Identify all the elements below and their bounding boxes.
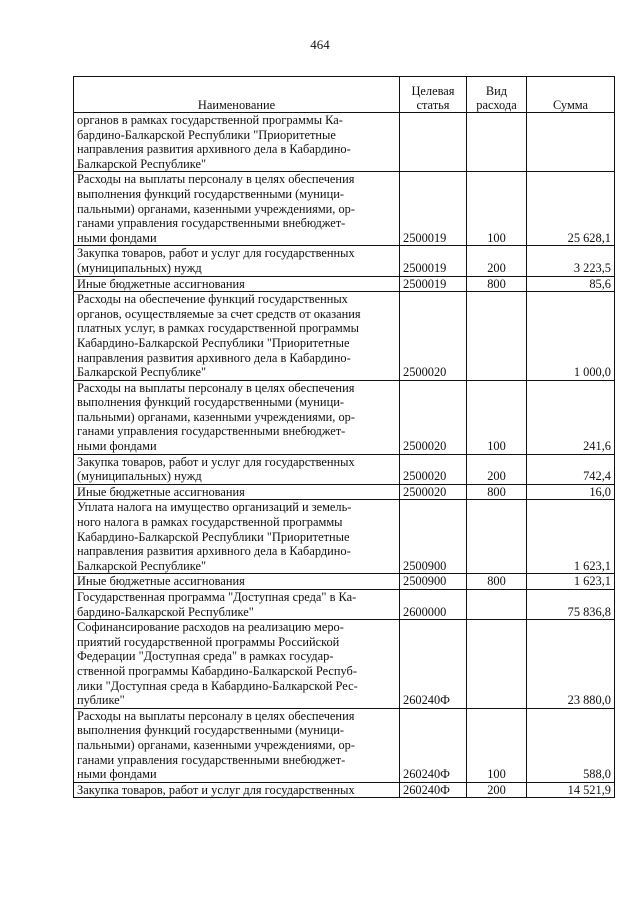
header-type: Вид расхода [467, 77, 527, 113]
row-target: 260240Ф [400, 708, 467, 782]
row-name: Закупка товаров, работ и услуг для государственных (муниципальных) нужд [74, 246, 400, 276]
row-target: 2500020 [400, 454, 467, 484]
row-target: 2500019 [400, 246, 467, 276]
row-sum: 25 628,1 [527, 172, 615, 246]
row-sum [527, 113, 615, 172]
row-target: 2500020 [400, 484, 467, 500]
table-row [74, 782, 615, 798]
table-row [74, 113, 615, 172]
row-target: 2500019 [400, 276, 467, 292]
row-type [467, 500, 527, 574]
row-type: 800 [467, 276, 527, 292]
row-sum: 1 000,0 [527, 292, 615, 381]
row-type: 200 [467, 782, 527, 798]
row-type [467, 113, 527, 172]
table-row [74, 708, 615, 782]
row-type: 100 [467, 708, 527, 782]
row-sum: 23 880,0 [527, 620, 615, 709]
row-name: органов в рамках государственной программы Ка- бардино-Балкарской Республики "Приоритетные направления развития архивного дела в Кабардино- Балкарской Республике" [74, 113, 400, 172]
row-name: Иные бюджетные ассигнования [74, 276, 400, 292]
table-header [74, 77, 615, 113]
table-row [74, 620, 615, 709]
row-target: 2500900 [400, 500, 467, 574]
row-sum: 241,6 [527, 380, 615, 454]
row-target: 2600000 [400, 590, 467, 620]
header-target: Целевая статья [400, 77, 467, 113]
row-target [400, 113, 467, 172]
row-name: Уплата налога на имущество организаций и земель- ного налога в рамках государственной программы Кабардино-Балкарской Республики "Приоритетные направления развития архивного дела в Кабардино- Балкарской Республике" [74, 500, 400, 574]
row-sum: 14 521,9 [527, 782, 615, 798]
page-number: 464 [310, 37, 330, 52]
row-type: 800 [467, 574, 527, 590]
table-row [74, 574, 615, 590]
table-row [74, 292, 615, 381]
table-row [74, 590, 615, 620]
row-sum: 75 836,8 [527, 590, 615, 620]
row-sum: 1 623,1 [527, 500, 615, 574]
header-name: Наименование [74, 77, 400, 113]
row-sum: 3 223,5 [527, 246, 615, 276]
row-target: 2500020 [400, 380, 467, 454]
row-sum: 742,4 [527, 454, 615, 484]
table-row [74, 500, 615, 574]
table-body [74, 113, 615, 798]
row-target: 260240Ф [400, 782, 467, 798]
row-type [467, 292, 527, 381]
table-row [74, 172, 615, 246]
row-name: Иные бюджетные ассигнования [74, 484, 400, 500]
header-sum: Сумма [527, 77, 615, 113]
row-sum: 85,6 [527, 276, 615, 292]
row-sum: 588,0 [527, 708, 615, 782]
table-row [74, 276, 615, 292]
row-target: 2500900 [400, 574, 467, 590]
row-name: Расходы на выплаты персоналу в целях обеспечения выполнения функций государственными (муници- пальными) органами, казенными учреждениями, ор- ганами управления государственными внебюджет- ными фондами [74, 708, 400, 782]
row-sum: 16,0 [527, 484, 615, 500]
row-target: 2500020 [400, 292, 467, 381]
row-type: 100 [467, 380, 527, 454]
row-name: Закупка товаров, работ и услуг для государственных [74, 782, 400, 798]
row-name: Расходы на обеспечение функций государственных органов, осуществляемые за счет средств от оказания платных услуг, в рамках государственной программы Кабардино-Балкарской Республики "Приоритетные направления развития архивного дела в Кабардино- Балкарской Республике" [74, 292, 400, 381]
row-name: Государственная программа "Доступная среда" в Ка- бардино-Балкарской Республике" [74, 590, 400, 620]
table-row [74, 246, 615, 276]
row-type: 800 [467, 484, 527, 500]
budget-table [73, 76, 615, 798]
row-target: 260240Ф [400, 620, 467, 709]
row-type: 200 [467, 246, 527, 276]
row-name: Расходы на выплаты персоналу в целях обеспечения выполнения функций государственными (муници- пальными) органами, казенными учреждениями, ор- ганами управления государственными внебюджет- ными фондами [74, 172, 400, 246]
table-row [74, 454, 615, 484]
row-type [467, 590, 527, 620]
row-name: Закупка товаров, работ и услуг для государственных (муниципальных) нужд [74, 454, 400, 484]
row-type [467, 620, 527, 709]
row-name: Иные бюджетные ассигнования [74, 574, 400, 590]
header-row [74, 77, 615, 113]
row-sum: 1 623,1 [527, 574, 615, 590]
table-row [74, 484, 615, 500]
table-row [74, 380, 615, 454]
row-name: Расходы на выплаты персоналу в целях обеспечения выполнения функций государственными (муници- пальными) органами, казенными учреждениями, ор- ганами управления государственными внебюджет- ными фондами [74, 380, 400, 454]
row-name: Софинансирование расходов на реализацию меро- приятий государственной программы Российской Федерации "Доступная среда" в рамках государ- ственной программы Кабардино-Балкарской Респуб- лики "Доступная среда в Кабардино-Балкарской Рес- публике" [74, 620, 400, 709]
row-type: 200 [467, 454, 527, 484]
row-type: 100 [467, 172, 527, 246]
row-target: 2500019 [400, 172, 467, 246]
